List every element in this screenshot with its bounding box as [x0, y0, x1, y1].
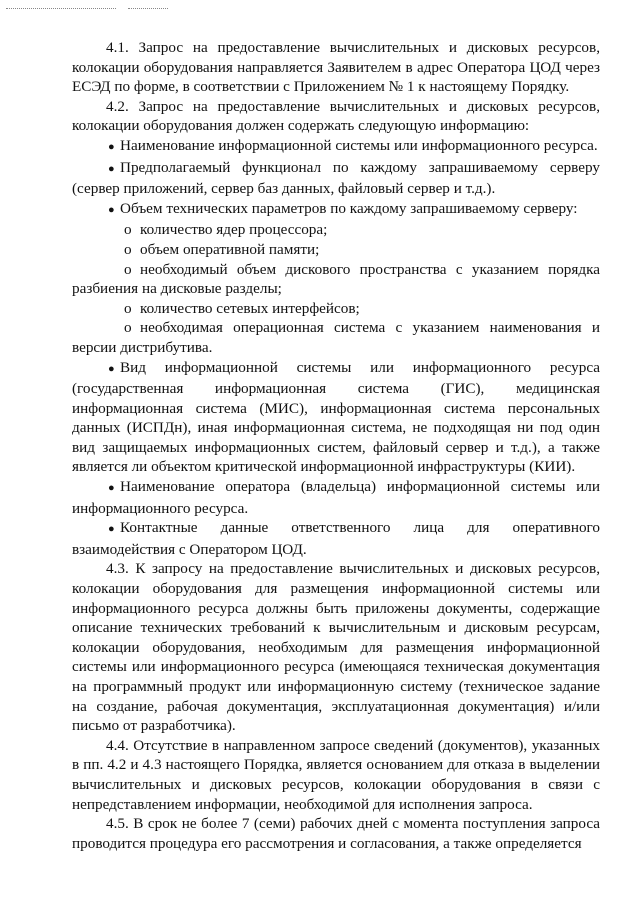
header-mark-left: [6, 8, 116, 9]
paragraph-4-3: 4.3. К запросу на предоставление вычислительных и дисковых ресурсов, колокации оборудования для размещения информационной системы или информационного ресурса должны быть приложены документы, содержащие описание технических требований к вычислительным и дисковым ресурсам, колокации оборудования, необходимым для размещения информационной системы или информационного ресурса (имеющаяся техническая документация на программный продукт или информационную систему (техническое задание на создание, рабочая документация, эксплуатационная документация) и/или письмо от разработчика).: [72, 560, 600, 735]
paragraph-4-1: 4.1. Запрос на предоставление вычислительных и дисковых ресурсов, колокации оборудования направляется Заявителем в адрес Оператора ЦОД через ЕСЭД по форме, в соответствии с Приложением № 1 к настоящему Порядку.: [72, 39, 600, 96]
bullet-text: Вид информационной системы или информационного ресурса (государственная информационная система (ГИС), медицинская информационная система (МИС), информационная система персональных данных (ИСПДн), иная информационная система, не подходящая ни под один вид защищаемых информационных систем, файловый сервер и т.д.), а также является ли объектом критической информационной инфраструктуры (КИИ).: [72, 358, 600, 476]
bullet-icon: ●: [108, 523, 115, 536]
bullet-text: Контактные данные ответственного лица для оперативного взаимодействия с Оператором ЦОД.: [72, 519, 600, 558]
sub-item-os: [72, 318, 600, 357]
header-mark-right: [128, 8, 168, 9]
bullet-text: Объем технических параметров по каждому запрашиваемому серверу:: [120, 199, 578, 217]
sub-item-text: объем оперативной памяти;: [140, 240, 320, 258]
bullet-icon: ●: [108, 482, 115, 495]
circle-icon: o: [124, 260, 132, 278]
sub-item-text: количество сетевых интерфейсов;: [140, 299, 360, 317]
paragraph-4-2: 4.2. Запрос на предоставление вычислительных и дисковых ресурсов, колокации оборудования должен содержать следующую информацию:: [72, 97, 600, 135]
bullet-item-system-name: [72, 136, 600, 158]
paragraph-4-4: 4.4. Отсутствие в направленном запросе сведений (документов), указанных в пп. 4.2 и 4.3 настоящего Порядка, является основанием для отказа в выделении вычислительных и дисковых ресурсов, колокации оборудования в связи с непредставлением информации, необходимой для исполнения запроса.: [72, 736, 600, 813]
bullet-item-contacts: [72, 518, 600, 559]
sub-item-text: необходимая операционная система с указанием наименования и версии дистрибутива.: [72, 319, 600, 356]
paragraph-4-5: 4.5. В срок не более 7 (семи) рабочих дней с момента поступления запроса проводится процедура его рассмотрения и согласования, а также определяется: [72, 815, 600, 852]
bullet-icon: ●: [108, 362, 115, 375]
bullet-item-system-type: [72, 358, 600, 478]
sub-item-text: количество ядер процессора;: [140, 221, 328, 239]
document-page: [72, 38, 600, 853]
bullet-item-functionality: [72, 158, 600, 199]
bullet-text: Наименование информационной системы или информационного ресурса.: [120, 136, 598, 154]
circle-icon: o: [124, 221, 132, 239]
header-marks: [6, 8, 156, 12]
bullet-item-technical-params: [72, 199, 600, 221]
circle-icon: o: [124, 299, 132, 317]
bullet-icon: ●: [108, 162, 115, 175]
circle-icon: o: [124, 319, 132, 337]
sub-item-cpu-cores: [72, 220, 600, 240]
sub-item-ram: [72, 240, 600, 260]
sub-item-text: необходимый объем дискового пространства с указанием порядка разбиения на дисковые разделы;: [72, 260, 600, 298]
sub-item-network: [72, 299, 600, 319]
sub-item-disk: [72, 260, 600, 299]
circle-icon: o: [124, 240, 132, 258]
bullet-item-operator: [72, 477, 600, 518]
bullet-text: Наименование оператора (владельца) информационной системы или информационного ресурса.: [72, 478, 600, 517]
bullet-icon: ●: [108, 203, 115, 216]
bullet-text: Предполагаемый функционал по каждому запрашиваемому серверу (сервер приложений, сервер баз данных, файловый сервер и т.д.).: [72, 158, 600, 198]
bullet-icon: ●: [108, 140, 115, 153]
